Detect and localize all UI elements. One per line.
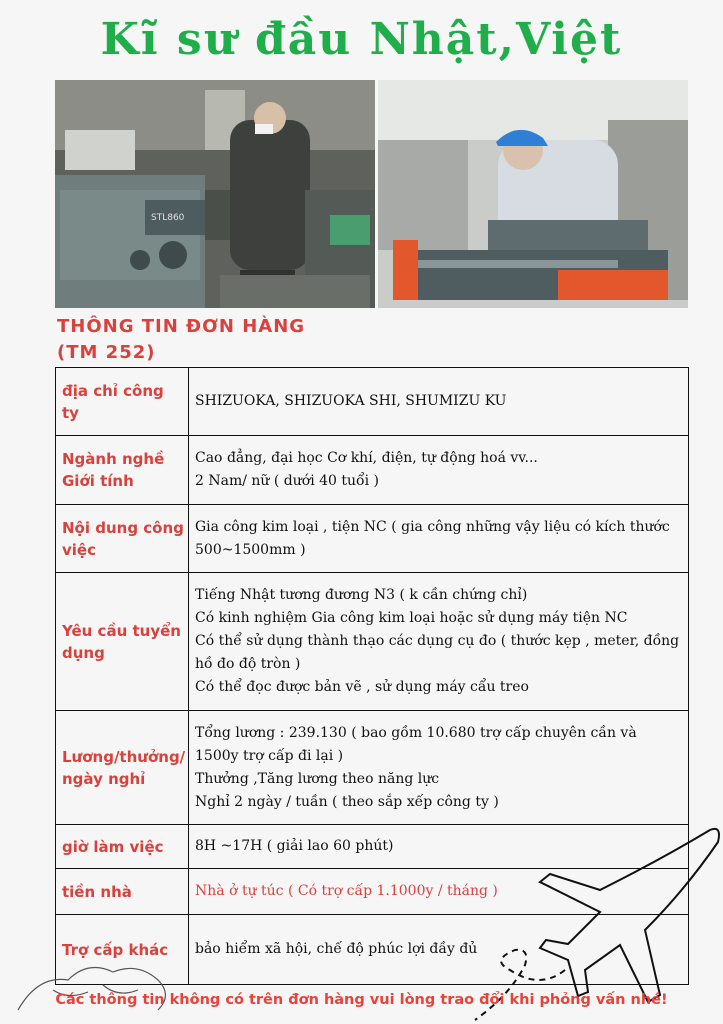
row-value — [189, 869, 689, 915]
order-code: (TM 252) — [57, 342, 156, 363]
row-label: giờ làm việc — [56, 825, 189, 869]
footer-note: Các thông tin không có trên đơn hàng vui lòng trao đổi khi phỏng vấn nhé! — [55, 992, 668, 1008]
value-line: Nghỉ 2 ngày / tuần ( theo sắp xếp công ty ) — [195, 793, 499, 810]
value-line: 8H ~17H ( giải lao 60 phút) — [195, 838, 394, 854]
table-row — [56, 573, 689, 711]
row-value — [189, 368, 689, 436]
row-label: địa chỉ công ty — [56, 368, 189, 436]
row-value — [189, 711, 689, 825]
order-info-title: THÔNG TIN ĐƠN HÀNG — [57, 316, 306, 337]
table-row — [56, 505, 689, 573]
value-line: SHIZUOKA, SHIZUOKA SHI, SHUMIZU KU — [195, 393, 507, 409]
table-row — [56, 436, 689, 505]
table-row — [56, 915, 689, 985]
value-line: Gia công kim loại , tiện NC ( gia công những vậy liệu có kích thước 500~1500mm ) — [195, 518, 670, 558]
page-title: Kĩ sư đầu Nhật,Việt — [100, 14, 623, 65]
row-value — [189, 573, 689, 711]
value-line: Cao đẳng, đại học Cơ khí, điện, tự động hoá vv... — [195, 450, 538, 466]
table-row — [56, 869, 689, 915]
row-label: tiền nhà — [56, 869, 189, 915]
row-label: Trợ cấp khác — [56, 915, 189, 985]
value-line: Tổng lương : 239.130 ( bao gồm 10.680 trợ cấp chuyên cần và 1500y trợ cấp đi lại ) — [195, 724, 637, 764]
order-info-heading — [57, 314, 305, 366]
value-line: Nhà ở tự túc ( Có trợ cấp 1.1000y / tháng ) — [195, 883, 498, 899]
value-line: Thưởng ,Tăng lương theo năng lực — [195, 770, 440, 787]
row-label: Nội dung công việc — [56, 505, 189, 573]
press-operator-photo — [378, 80, 688, 308]
machine-label: STL860 — [151, 213, 185, 223]
table-row — [56, 825, 689, 869]
row-label: Lương/thưởng/ ngày nghỉ — [56, 711, 189, 825]
value-line: 2 Nam/ nữ ( dưới 40 tuổi ) — [195, 473, 379, 489]
row-label: Ngành nghề Giới tính — [56, 436, 189, 505]
order-info-table — [55, 367, 689, 985]
row-value — [189, 436, 689, 505]
table-row — [56, 368, 689, 436]
table-row — [56, 711, 689, 825]
lathe-worker-photo — [55, 80, 375, 308]
row-value — [189, 915, 689, 985]
value-line: Có thể sử dụng thành thạo các dụng cụ đo ( thước kẹp , meter, đồng hồ đo độ tròn ) — [195, 633, 680, 672]
row-value — [189, 825, 689, 869]
row-label: Yêu cầu tuyển dụng — [56, 573, 189, 711]
row-value — [189, 505, 689, 573]
value-line: bảo hiểm xã hội, chế độ phúc lợi đầy đủ — [195, 941, 478, 957]
value-line: Có thể đọc được bản vẽ , sử dụng máy cẩu treo — [195, 679, 529, 695]
value-line: Có kinh nghiệm Gia công kim loại hoặc sử dụng máy tiện NC — [195, 610, 628, 626]
value-line: Tiếng Nhật tương đương N3 ( k cần chứng chỉ) — [195, 587, 528, 603]
